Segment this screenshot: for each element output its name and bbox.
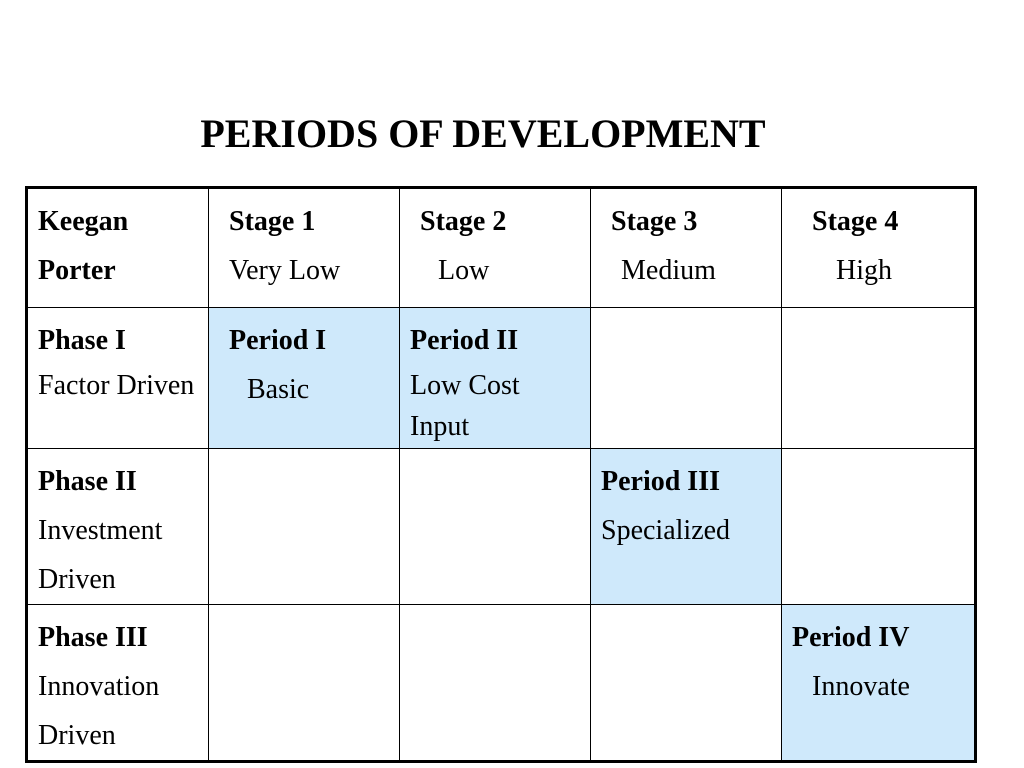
empty-cell <box>782 308 976 449</box>
phase-2-desc-line2: Driven <box>38 564 116 595</box>
phase-3-desc-line2: Driven <box>38 720 116 751</box>
empty-cell <box>591 605 782 762</box>
period-2-name: Period II <box>410 325 519 356</box>
phase-2-name: Phase II <box>38 466 137 497</box>
development-table <box>25 186 977 763</box>
keegan-label: Keegan <box>38 206 129 237</box>
phase-1-desc: Factor Driven <box>38 370 195 401</box>
stage-2-name: Stage 2 <box>420 206 507 237</box>
phase-2-cell <box>27 449 209 605</box>
period-2-desc: Low Cost Input <box>410 370 520 442</box>
stage-3-header <box>591 188 782 308</box>
period-3-cell <box>591 449 782 605</box>
phase-3-cell <box>27 605 209 762</box>
empty-cell <box>400 605 591 762</box>
stage-1-level: Very Low <box>229 255 341 286</box>
phase-1-row <box>27 308 976 449</box>
stage-4-level: High <box>836 255 892 286</box>
empty-cell <box>591 308 782 449</box>
stage-4-name: Stage 4 <box>812 206 899 237</box>
phase-3-row <box>27 605 976 762</box>
stage-3-level: Medium <box>621 255 716 286</box>
phase-3-desc-line1: Innovation <box>38 671 160 702</box>
stage-2-level: Low <box>438 255 490 286</box>
phase-3-name: Phase III <box>38 622 148 653</box>
stage-4-header <box>782 188 976 308</box>
slide-title: PERIODS OF DEVELOPMENT <box>200 111 766 156</box>
empty-cell <box>400 449 591 605</box>
period-3-name: Period III <box>601 466 720 497</box>
phase-1-cell <box>27 308 209 449</box>
period-4-desc: Innovate <box>812 671 910 702</box>
empty-cell <box>782 449 976 605</box>
period-1-desc: Basic <box>247 374 310 405</box>
porter-label: Porter <box>38 255 116 286</box>
phase-2-desc-line1: Investment <box>38 515 163 546</box>
period-1-cell <box>209 308 400 449</box>
empty-cell <box>209 449 400 605</box>
phase-2-row <box>27 449 976 605</box>
header-corner-cell <box>27 188 209 308</box>
period-4-cell <box>782 605 976 762</box>
stage-1-header <box>209 188 400 308</box>
phase-1-name: Phase I <box>38 325 126 356</box>
stage-3-name: Stage 3 <box>611 206 698 237</box>
period-3-desc: Specialized <box>601 515 731 546</box>
period-4-name: Period IV <box>792 622 910 653</box>
period-2-cell <box>400 308 591 449</box>
empty-cell <box>209 605 400 762</box>
period-1-name: Period I <box>229 325 327 356</box>
stage-1-name: Stage 1 <box>229 206 316 237</box>
header-row <box>27 188 976 308</box>
stage-2-header <box>400 188 591 308</box>
